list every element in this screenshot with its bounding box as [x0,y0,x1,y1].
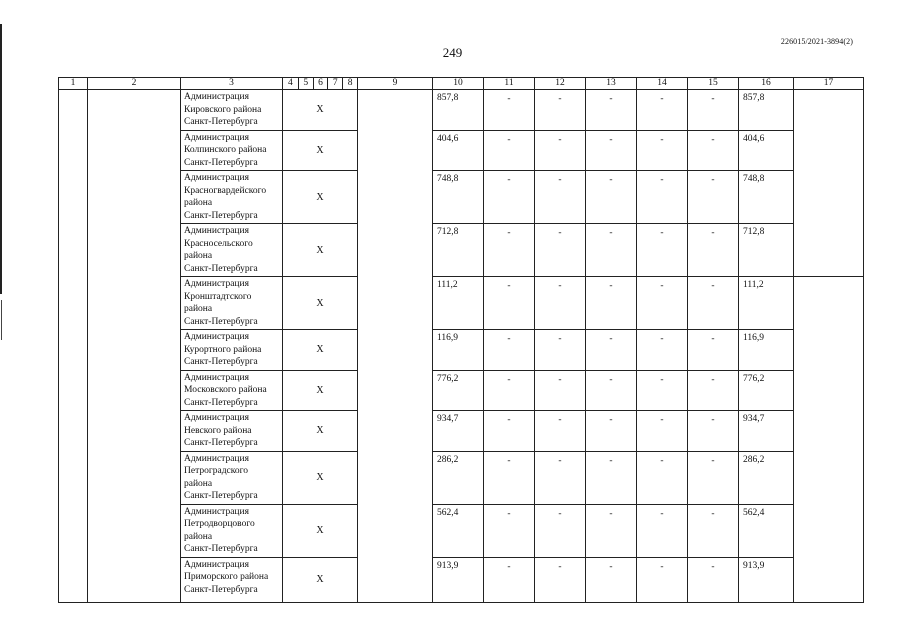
dash-cell: - [688,90,739,131]
dash-cell: - [637,90,688,131]
dash-cell: - [637,411,688,452]
dash-cell: - [688,224,739,277]
dash-cell: - [484,411,535,452]
organization-name-line: Санкт-Петербурга [184,210,258,221]
organization-name [181,557,283,602]
col9-cell [358,90,433,603]
col-header: 4 [288,78,293,88]
organization-name-line: Администрация [184,559,249,570]
col-header: 9 [358,78,433,90]
organization-name [181,370,283,411]
organization-name-line: Администрация [184,173,249,183]
value-col10: 776,2 [433,370,484,411]
value-col10: 562,4 [433,504,484,557]
col-header: 12 [535,78,586,90]
dash-cell: - [484,330,535,371]
organization-name-line: Администрация [184,453,249,464]
organization-name-line: района [184,478,213,489]
organization-name [181,277,283,330]
dash-cell: - [484,277,535,330]
organization-name-line: Администрация [184,413,249,423]
organization-name-line: Администрация [184,372,249,383]
dash-cell: - [586,504,637,557]
dash-cell: - [484,130,535,171]
col-header: 6 [313,78,328,89]
value-col16: 286,2 [739,451,794,504]
dash-cell: - [586,171,637,224]
organization-name-line: Колпинского района [184,145,267,155]
value-col16: 404,6 [739,130,794,171]
organization-name-line: Курортного района [184,344,262,355]
mark-cell: X [283,130,358,171]
organization-name-line: района [184,198,213,208]
scan-edge-mark [0,24,2,294]
document-code: 226015/2021-3894(2) [780,37,853,46]
dash-cell: - [535,557,586,602]
dash-cell: - [484,504,535,557]
col-header: 8 [342,78,357,89]
dash-cell: - [688,504,739,557]
organization-name-line: Санкт-Петербурга [184,357,258,367]
organization-name [181,451,283,504]
col-header: 13 [586,78,637,90]
col17-cell [794,90,864,277]
dash-cell: - [586,557,637,602]
col-header: 3 [181,78,283,90]
organization-name-line: Администрация [184,279,249,289]
dash-cell: - [637,130,688,171]
organization-name-line: Красногвардейского [184,185,267,196]
col-header: 7 [327,78,342,89]
dash-cell: - [535,411,586,452]
value-col16: 111,2 [739,277,794,330]
organization-name-line: Санкт-Петербурга [184,438,258,448]
dash-cell: - [535,224,586,277]
organization-name-line: района [184,304,213,314]
organization-name-line: Кировского района [184,104,262,115]
col-header: 5 [298,78,313,89]
mark-cell: X [283,277,358,330]
budget-table [58,77,864,603]
value-col16: 116,9 [739,330,794,371]
organization-name-line: Московского района [184,385,267,395]
dash-cell: - [484,370,535,411]
dash-cell: - [688,277,739,330]
dash-cell: - [535,504,586,557]
dash-cell: - [535,130,586,171]
value-col10: 111,2 [433,277,484,330]
scan-edge-mark [1,300,2,340]
organization-name-line: Петродворцового [184,519,255,529]
organization-name-line: Санкт-Петербурга [184,117,258,127]
organization-name-line: Петроградского [184,466,249,476]
mark-cell: X [283,224,358,277]
dash-cell: - [637,504,688,557]
dash-cell: - [637,330,688,371]
organization-name-line: Администрация [184,506,249,517]
dash-cell: - [688,557,739,602]
organization-name-line: Санкт-Петербурга [184,544,258,554]
value-col10: 286,2 [433,451,484,504]
dash-cell: - [637,451,688,504]
dash-cell: - [586,130,637,171]
organization-name-line: Кронштадтского [184,291,252,302]
dash-cell: - [688,370,739,411]
value-col16: 776,2 [739,370,794,411]
value-col16: 748,8 [739,171,794,224]
mark-cell: X [283,504,358,557]
dash-cell: - [688,451,739,504]
organization-name [181,411,283,452]
organization-name-line: Санкт-Петербурга [184,491,258,501]
organization-name-line: Администрация [184,332,249,342]
col2-cell [88,90,181,603]
dash-cell: - [586,411,637,452]
dash-cell: - [688,330,739,371]
organization-name [181,504,283,557]
dash-cell: - [637,277,688,330]
col-header: 16 [739,78,794,90]
dash-cell: - [535,90,586,131]
dash-cell: - [586,277,637,330]
value-col10: 913,9 [433,557,484,602]
page-number: 249 [442,45,463,60]
mark-cell: X [283,171,358,224]
mark-cell: X [283,90,358,131]
value-col10: 404,6 [433,130,484,171]
organization-name-line: Санкт-Петербурга [184,316,258,327]
table-row [59,90,864,131]
value-col16: 712,8 [739,224,794,277]
dash-cell: - [586,330,637,371]
dash-cell: - [688,411,739,452]
col17-cell [794,277,864,603]
col-header: 10 [433,78,484,90]
dash-cell: - [484,171,535,224]
dash-cell: - [586,224,637,277]
organization-name [181,330,283,371]
dash-cell: - [637,171,688,224]
dash-cell: - [586,451,637,504]
organization-name [181,90,283,131]
organization-name-line: Администрация [184,132,249,143]
dash-cell: - [637,557,688,602]
table-body [59,90,864,603]
value-col16: 913,9 [739,557,794,602]
dash-cell: - [637,224,688,277]
dash-cell: - [688,171,739,224]
organization-name-line: района [184,531,213,542]
mark-cell: X [283,370,358,411]
value-col10: 748,8 [433,171,484,224]
organization-name-line: Администрация [184,226,249,236]
dash-cell: - [637,370,688,411]
dash-cell: - [586,370,637,411]
col-header-group [283,78,358,90]
value-col10: 857,8 [433,90,484,131]
col-header: 14 [637,78,688,90]
organization-name-line: Санкт-Петербурга [184,397,258,408]
col-header: 1 [59,78,88,90]
organization-name [181,130,283,171]
dash-cell: - [484,224,535,277]
table-header-row [59,78,864,90]
organization-name-line: Красносельского [184,238,253,249]
value-col10: 934,7 [433,411,484,452]
organization-name-line: Санкт-Петербурга [184,263,258,274]
col1-cell [59,90,88,603]
organization-name-line: района [184,251,213,261]
dash-cell: - [484,557,535,602]
organization-name-line: Невского района [184,425,252,436]
dash-cell: - [535,370,586,411]
mark-cell: X [283,451,358,504]
mark-cell: X [283,411,358,452]
dash-cell: - [535,451,586,504]
dash-cell: - [484,90,535,131]
mark-cell: X [283,557,358,602]
dash-cell: - [688,130,739,171]
col-header: 11 [484,78,535,90]
organization-name-line: Администрация [184,92,249,102]
organization-name-line: Санкт-Петербурга [184,584,258,595]
value-col10: 116,9 [433,330,484,371]
organization-name [181,224,283,277]
dash-cell: - [535,277,586,330]
organization-name-line: Приморского района [184,572,269,582]
dash-cell: - [535,330,586,371]
value-col16: 562,4 [739,504,794,557]
value-col10: 712,8 [433,224,484,277]
col-header: 15 [688,78,739,90]
organization-name-line: Санкт-Петербурга [184,157,258,168]
value-col16: 934,7 [739,411,794,452]
dash-cell: - [586,90,637,131]
value-col16: 857,8 [739,90,794,131]
col-header: 2 [88,78,181,90]
dash-cell: - [484,451,535,504]
col-header: 17 [794,78,864,90]
organization-name [181,171,283,224]
mark-cell: X [283,330,358,371]
dash-cell: - [535,171,586,224]
